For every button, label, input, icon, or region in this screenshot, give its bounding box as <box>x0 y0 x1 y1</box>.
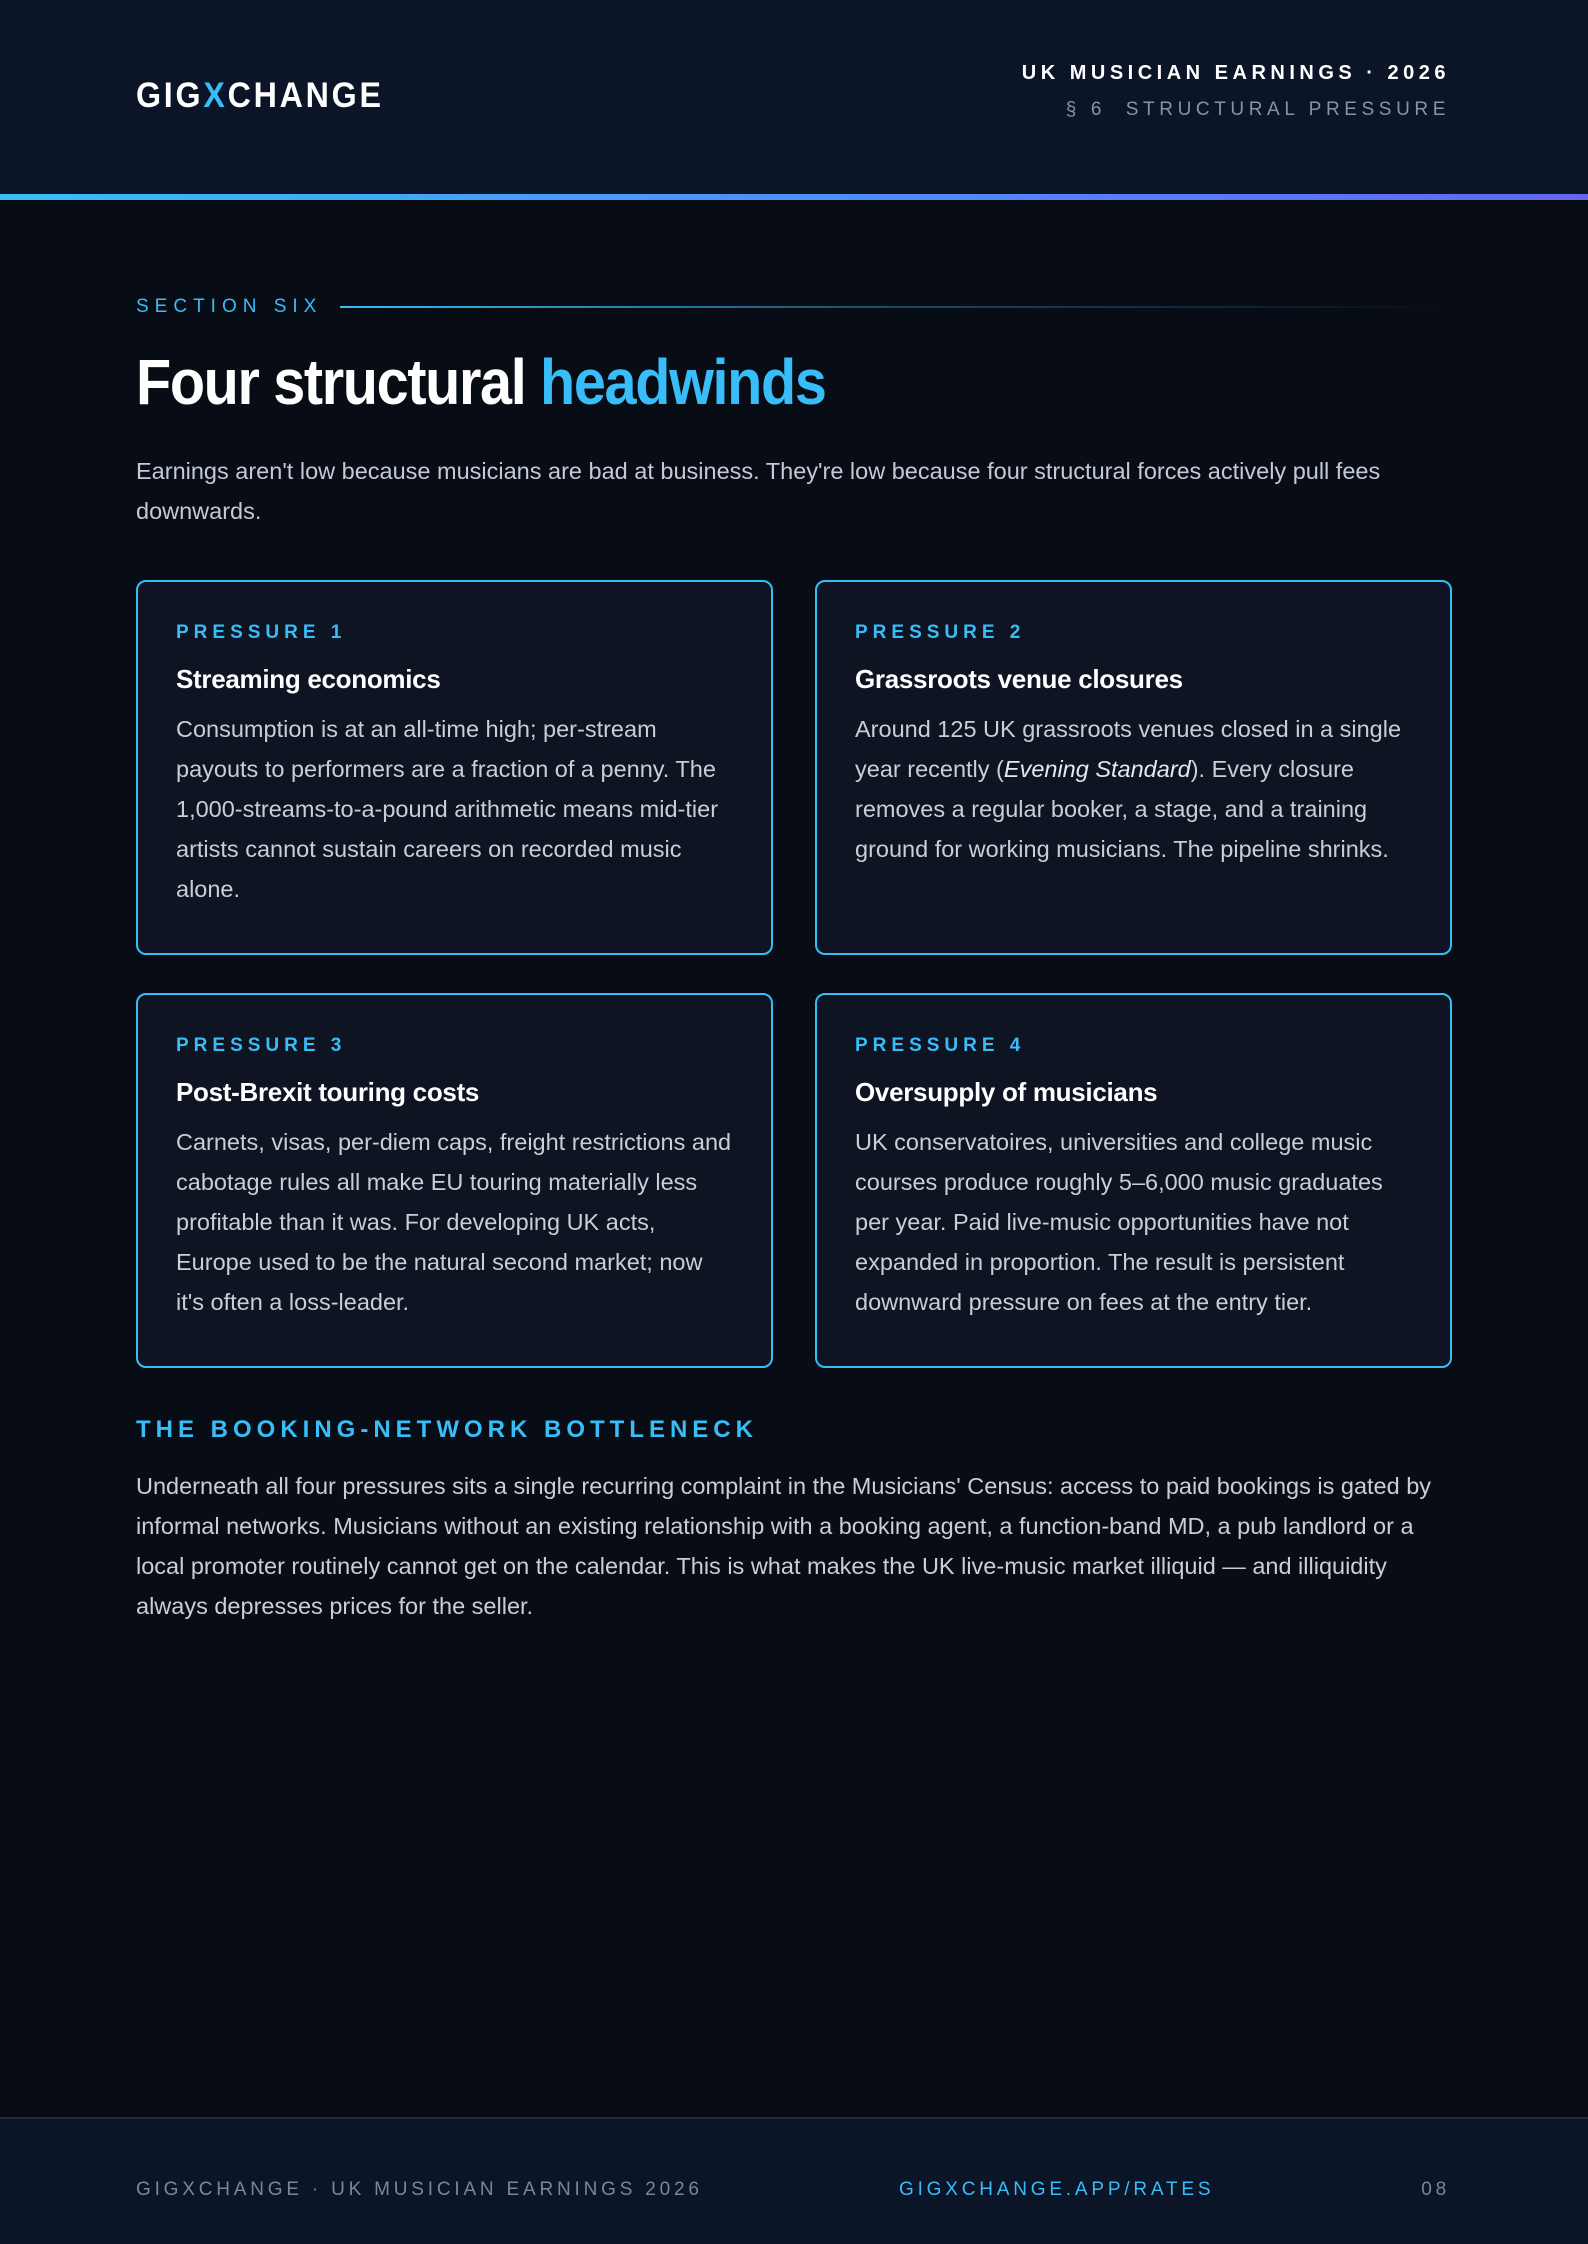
footer-report-name: GIGXCHANGE · UK MUSICIAN EARNINGS 2026 <box>136 2179 703 2200</box>
section-intro <box>136 290 1452 531</box>
section-kicker-row <box>136 290 1452 324</box>
page-number: 08 <box>1421 2179 1450 2200</box>
footer-rates-link[interactable]: GIGXCHANGE.APP/RATES <box>899 2179 1215 2200</box>
card-body: Consumption is at an all-time high; per-stream payouts to performers are a fraction of a penny. The 1,000-streams-to-a-pound arithmetic means mid-tier artists cannot sustain careers on recorded music alone. <box>176 716 719 902</box>
page-footer <box>0 2117 1588 2244</box>
logo <box>136 76 384 116</box>
title-plain: Four structural <box>136 346 541 418</box>
card-title: Oversupply of musicians <box>855 1077 1158 1107</box>
bottleneck-section <box>136 1416 1452 1626</box>
card-label: PRESSURE 1 <box>176 622 347 643</box>
header-gradient-divider <box>0 194 1588 200</box>
logo-part-change: CHANGE <box>227 76 384 115</box>
report-title: UK MUSICIAN EARNINGS · 2026 <box>1021 62 1450 84</box>
logo-part-x: X <box>203 76 228 115</box>
section-kicker: SECTION SIX <box>136 296 323 317</box>
pressure-card-4 <box>815 993 1452 1368</box>
page-title <box>136 344 1320 421</box>
card-body-text: ). Every closure removes a regular booker, a stage, and a training ground for working musicians. The pipeline shrinks. <box>855 756 1389 862</box>
card-body-text: Around 125 UK grassroots venues closed in a single year recently ( <box>855 716 1402 782</box>
logo-part-gig: GIG <box>136 76 204 115</box>
card-label: PRESSURE 3 <box>176 1035 347 1056</box>
title-accent: headwinds <box>540 346 826 418</box>
pressure-card-3 <box>136 993 773 1368</box>
bottleneck-body: Underneath all four pressures sits a single recurring complaint in the Musicians' Census: access to paid bookings is gated by informal networks. Musicians without an existing relationship with a booking agent, a function-band MD, a pub landlord or a local promoter routinely cannot get on the calendar. This is what makes the UK live-music market illiquid — and illiquidity always depresses prices for the seller. <box>136 1473 1432 1619</box>
header-meta <box>1022 62 1450 121</box>
card-title: Streaming economics <box>176 664 441 694</box>
pressure-cards-grid <box>136 580 1452 1368</box>
card-label: PRESSURE 4 <box>855 1035 1026 1056</box>
card-label: PRESSURE 2 <box>855 622 1026 643</box>
bottleneck-heading: THE BOOKING-NETWORK BOTTLENECK <box>136 1416 758 1443</box>
card-title: Post-Brexit touring costs <box>176 1077 480 1107</box>
section-lede: Earnings aren't low because musicians are bad at business. They're low because four structural forces actively pull fees downwards. <box>136 457 1381 524</box>
card-body: UK conservatoires, universities and college music courses produce roughly 5–6,000 music graduates per year. Paid live-music opportunities have not expanded in proportion. The result is persistent downward pressure on fees at the entry tier. <box>855 1129 1383 1315</box>
card-body <box>855 709 1412 869</box>
kicker-rule <box>340 306 1452 308</box>
card-title: Grassroots venue closures <box>855 664 1183 694</box>
pressure-card-2 <box>815 580 1452 955</box>
pressure-card-1 <box>136 580 773 955</box>
section-marker: § 6 STRUCTURAL PRESSURE <box>1065 99 1450 120</box>
page-header <box>0 0 1588 194</box>
card-body: Carnets, visas, per-diem caps, freight restrictions and cabotage rules all make EU touring materially less profitable than it was. For developing UK acts, Europe used to be the natural second market; now it's often a loss-leader. <box>176 1129 732 1315</box>
source-citation: Evening Standard <box>1003 756 1191 782</box>
